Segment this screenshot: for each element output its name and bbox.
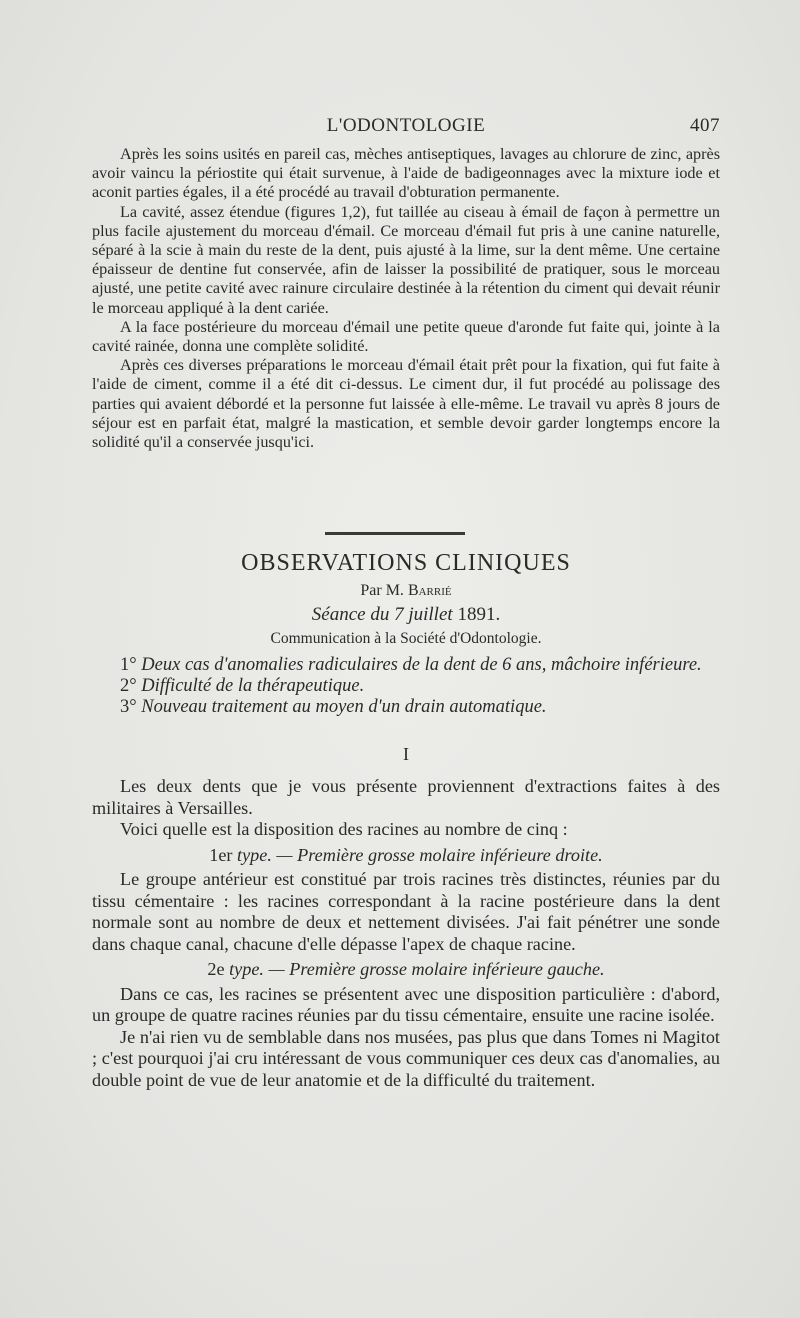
paragraph: Les deux dents que je vous présente proviennent d'extractions faites à des militaires à Versailles. <box>92 776 720 818</box>
paragraph: La cavité, assez étendue (figures 1,2), fut taillée au ciseau à émail de façon à permettre un plus facile ajustement du morceau d'émail. Ce morceau d'émail fut pris à une canine naturelle, séparé à la scie à main du reste de la dent, puis ajusté à la lime, sur la dent même. Une certaine épaisseur de dentine fut conservée, afin de laisser la possibilité de pratiquer, sous le morceau ajusté, une petite cavité avec rainure circulaire destinée à la rétention du ciment qui devait réunir le morceau appliqué à la dent cariée. <box>92 202 720 317</box>
paragraph: A la face postérieure du morceau d'émail une petite queue d'aronde fut faite qui, jointe à la cavité rainée, donna une complète solidité. <box>92 317 720 356</box>
case-report-text <box>92 145 720 452</box>
type-text: type. — Première grosse molaire inférieure droite. <box>237 844 603 865</box>
item-text: Deux cas d'anomalies radiculaires de la dent de 6 ans, mâchoire inférieure. <box>141 655 702 675</box>
item-number: 1° <box>120 655 137 675</box>
journal-title: L'ODONTOLOGIE <box>326 115 486 136</box>
page-number: 407 <box>690 115 720 136</box>
item-text: Difficulté de la thérapeutique. <box>141 676 365 696</box>
list-item <box>92 676 720 697</box>
topics-list <box>92 655 720 718</box>
item-text: Nouveau traitement au moyen d'un drain automatique. <box>141 697 547 717</box>
session-year: 1891. <box>457 604 501 625</box>
running-header <box>92 115 720 139</box>
section-title: OBSERVATIONS CLINIQUES <box>241 550 571 576</box>
author-name: Barrié <box>407 582 452 599</box>
type-heading <box>92 845 720 867</box>
paragraph: Le groupe antérieur est constitué par trois racines très distinctes, réunies par du tissu cémentaire : les racines correspondant à la racine postérieure dans la dent normale sont au nombre de deux et nettement divisées. J'ai fait pénétrer une sonde dans chaque canal, chacune d'elle dépasse l'apex de chaque racine. <box>92 869 720 954</box>
type-number: 2e <box>207 959 225 979</box>
paragraph: Après les soins usités en pareil cas, mèches antiseptiques, lavages au chlorure de zinc, après avoir vaincu la périostite qui était survenue, à l'aide de badigeonnages avec la mixture iode et aconit parties égales, il a été procédé au travail d'obturation permanente. <box>92 145 720 202</box>
paragraph: Je n'ai rien vu de semblable dans nos musées, pas plus que dans Tomes ni Magitot ; c'est pourquoi j'ai cru intéressant de vous communiquer ces deux cas d'anomalies, au double point de vue de leur anatomie et de la difficulté du traitement. <box>92 1026 720 1090</box>
author-line <box>92 582 720 600</box>
observation-text <box>92 776 720 1091</box>
type-heading <box>92 959 720 981</box>
type-text: type. — Première grosse molaire inférieure gauche. <box>229 959 605 979</box>
paragraph: Après ces diverses préparations le morceau d'émail était prêt pour la fixation, qui fut faite à l'aide de ciment, comme il a été dit ci-dessus. Le ciment dur, il fut procédé au polissage des parties qui avaient débordé et la personne fut laissée à elle-même. Le travail vu après 8 jours de séjour est en parfait état, malgré la mastication, et semble devoir garder longtemps encore la solidité qu'il a conservée jusqu'ici. <box>92 356 720 452</box>
list-item <box>92 655 720 676</box>
section-numeral: I <box>403 744 409 764</box>
list-item <box>92 697 720 718</box>
section-divider <box>325 532 465 535</box>
session-label: Séance du 7 juillet <box>311 604 453 625</box>
paragraph: Dans ce cas, les racines se présentent avec une disposition particulière : d'abord, un groupe de quatre racines réunies par du tissu cémentaire, ensuite une racine isolée. <box>92 983 720 1025</box>
item-number: 2° <box>120 676 137 696</box>
type-number: 1er <box>209 844 233 865</box>
item-number: 3° <box>120 697 137 717</box>
paragraph: Voici quelle est la disposition des racines au nombre de cinq : <box>120 819 568 839</box>
communication-note: Communication à la Société d'Odontologie. <box>270 630 542 647</box>
session-date <box>92 604 720 626</box>
author-prefix: Par M. <box>360 582 404 599</box>
